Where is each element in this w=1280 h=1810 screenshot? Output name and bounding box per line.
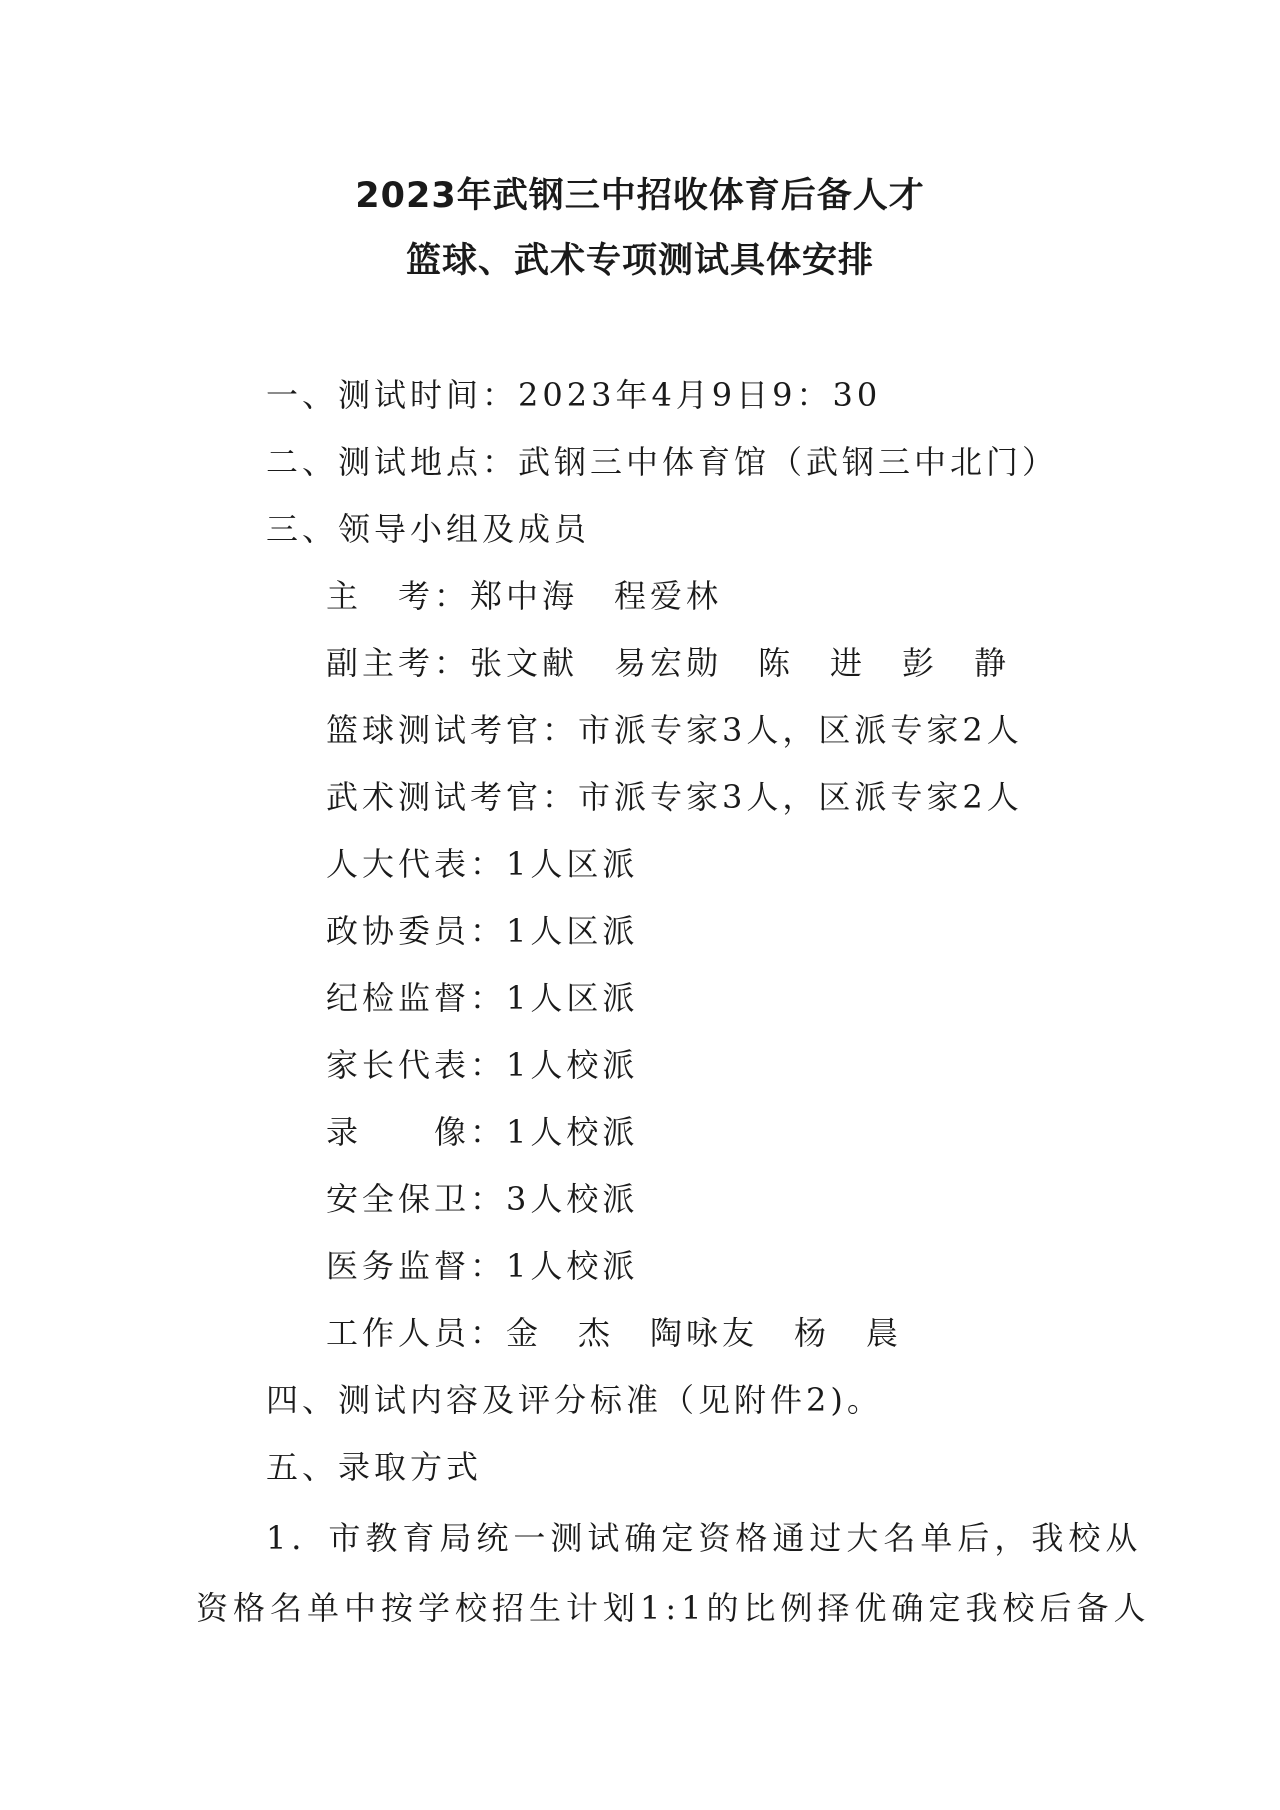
section-test-content: 四、测试内容及评分标准（见附件2)。 (266, 1381, 883, 1419)
section-admission-heading: 五、录取方式 (266, 1448, 483, 1486)
document-title-line-2: 篮球、武术专项测试具体安排 (405, 241, 874, 281)
admission-paragraph-line-1: 1．市教育局统一测试确定资格通过大名单后，我校从 (266, 1519, 1143, 1557)
member-discipline-supervisor: 纪检监督：1人区派 (326, 979, 639, 1017)
admission-paragraph-line-2: 资格名单中按学校招生计划1:1的比例择优确定我校后备人 (196, 1589, 1151, 1627)
member-parent-representative: 家长代表：1人校派 (326, 1046, 639, 1084)
member-medical-supervisor: 医务监督：1人校派 (326, 1247, 639, 1285)
member-wushu-examiners: 武术测试考官：市派专家3人，区派专家2人 (326, 778, 1023, 816)
member-basketball-examiners: 篮球测试考官：市派专家3人，区派专家2人 (326, 711, 1023, 749)
section-test-place: 二、测试地点：武钢三中体育馆（武钢三中北门） (266, 443, 1059, 481)
member-chief-examiner: 主 考：郑中海 程爱林 (326, 577, 723, 615)
member-video-recording: 录 像：1人校派 (326, 1113, 639, 1151)
member-staff: 工作人员：金 杰 陶咏友 杨 晨 (326, 1314, 903, 1352)
member-deputy-examiner: 副主考：张文献 易宏勋 陈 进 彭 静 (326, 644, 1011, 682)
member-npc-representative: 人大代表：1人区派 (326, 845, 639, 883)
document-title-line-1: 2023年武钢三中招收体育后备人才 (355, 176, 925, 216)
member-security: 安全保卫：3人校派 (326, 1180, 639, 1218)
section-leadership-heading: 三、领导小组及成员 (266, 510, 591, 548)
section-test-time: 一、测试时间：2023年4月9日9：30 (266, 376, 882, 414)
member-cppcc-member: 政协委员：1人区派 (326, 912, 639, 950)
